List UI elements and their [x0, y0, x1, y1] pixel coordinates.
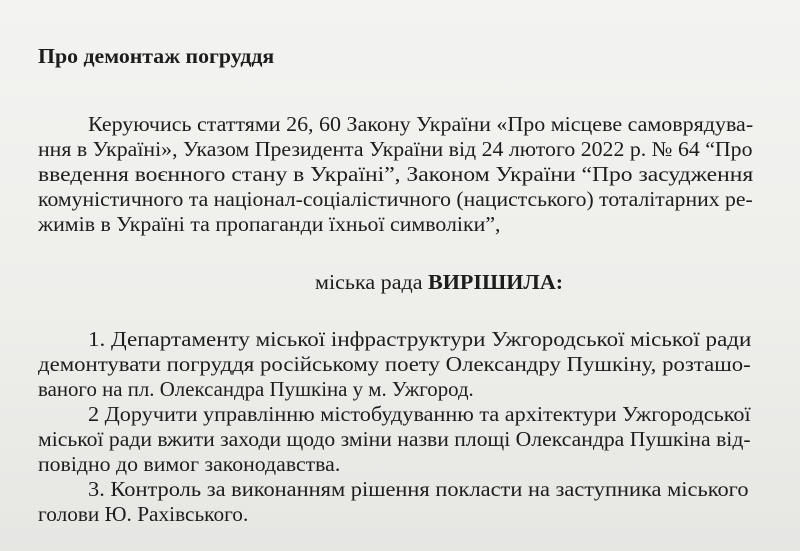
decision-item-line: міської ради вжити заходи щодо зміни назви площі Олександра Пушкіна від- [38, 427, 751, 451]
preamble-line: комуністичного та націонал-соціалістичного (нацистського) тоталітарних ре- [38, 187, 753, 211]
decision-heading [315, 270, 563, 294]
decision-heading-verb: ВИРІШИЛА: [428, 270, 564, 294]
preamble-line: введення воєнного стану в Україні”, Законом України “Про засудження [38, 162, 754, 186]
preamble-line: жимів в Україні та пропаганди їхньої символіки”, [38, 212, 501, 236]
decision-item-line: 1. Департаменту міської інфраструктури Ужгородської міської ради [88, 327, 752, 351]
decision-item-line: голови Ю. Рахівського. [38, 502, 249, 526]
decision-item-line: ваного на пл. Олександра Пушкіна у м. Ужгород. [38, 377, 474, 401]
decision-item-line: 2 Доручити управлінню містобудуванню та архітектури Ужгородської [88, 402, 751, 426]
decision-heading-prefix: міська рада [315, 270, 429, 294]
decision-item-line: повідно до вимог законодавства. [38, 452, 341, 476]
preamble-line: Керуючись статтями 26, 60 Закону України «Про місцеве самоврядува- [88, 112, 754, 136]
decision-item-line: демонтувати погруддя російському поету Олександру Пушкіну, розташо- [38, 352, 751, 376]
decision-item-line: 3. Контроль за виконанням рішення покласти на заступника міського [88, 477, 749, 501]
document-title: Про демонтаж погруддя [38, 44, 275, 68]
preamble-line: ння в Україні», Указом Президента України від 24 лютого 2022 р. № 64 “Про [38, 137, 753, 161]
